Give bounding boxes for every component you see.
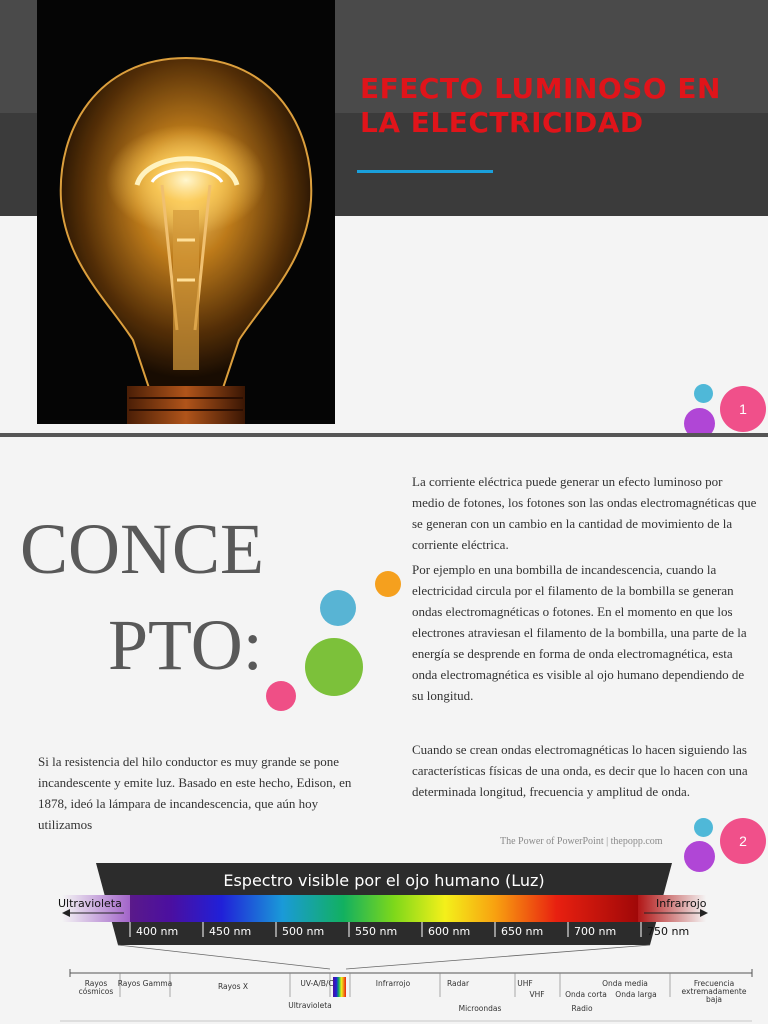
em-band-labels <box>79 973 747 1013</box>
ultraviolet-label: Ultravioleta <box>58 897 122 910</box>
decorative-dot-blue <box>320 590 356 626</box>
spectrum-diagram <box>0 863 768 1024</box>
wavelength-tick-label: 550 nm <box>355 925 398 938</box>
em-band-label: Onda corta <box>565 990 607 999</box>
spectrum-title: Espectro visible por el ojo humano (Luz) <box>223 871 545 890</box>
em-band-label: Microondas <box>458 1004 502 1013</box>
em-band-label: UV-A/B/C <box>300 979 334 988</box>
wavelength-tick-label: 700 nm <box>574 925 617 938</box>
em-band-label: Rayos cósmicos <box>78 979 114 996</box>
infrared-label: Infrarrojo <box>656 897 707 910</box>
page-number-badge <box>720 386 766 432</box>
page-number-2: 2 <box>739 833 747 849</box>
em-band-label: Infrarrojo <box>375 979 411 988</box>
visible-light-marker <box>333 977 346 997</box>
page-number-badge-2 <box>720 818 766 864</box>
decorative-dot-pink <box>266 681 296 711</box>
light-bulb-illustration <box>37 0 335 424</box>
paragraph-definition: La corriente eléctrica puede generar un efecto luminoso por medio de fotones, los fotones son las ondas electromagnéticas que se generan con un cambio en la cantidad de movimiento de la corriente eléctrica. <box>412 474 757 552</box>
em-band-label: Onda larga <box>615 990 657 999</box>
em-band-label: Radar <box>446 979 470 988</box>
decorative-dot-cyan <box>694 384 713 403</box>
title-accent-rule <box>357 170 493 173</box>
em-band-label: VHF <box>529 990 545 999</box>
wavelength-tick-label: 650 nm <box>501 925 544 938</box>
slide-title: EFECTO LUMINOSO EN LA ELECTRICIDAD <box>360 72 721 139</box>
em-band-label: Ultravioleta <box>288 1001 332 1010</box>
footer-credit: The Power of PowerPoint | thepopp.com <box>500 836 663 847</box>
wavelength-tick-label: 400 nm <box>136 925 179 938</box>
decorative-dot-green <box>305 638 363 696</box>
zoom-line-right <box>346 945 650 969</box>
wavelength-tick-label: 750 nm <box>647 925 690 938</box>
light-bulb-photo <box>37 0 335 424</box>
wavelength-tick-label: 450 nm <box>209 925 252 938</box>
zoom-line-left <box>118 945 330 969</box>
wavelength-tick-label: 500 nm <box>282 925 325 938</box>
concept-heading-line2: PTO: <box>108 605 263 685</box>
em-band-label: Frecuencia extremadamente baja <box>681 979 747 1004</box>
decorative-dot-orange <box>375 571 401 597</box>
em-band-label: Rayos Gamma <box>117 979 173 988</box>
concept-heading-line1: CONCE <box>20 509 265 589</box>
decorative-dot-cyan-2 <box>694 818 713 837</box>
page-number: 1 <box>739 401 747 417</box>
paragraph-edison: Si la resistencia del hilo conductor es muy grande se pone incandescente y emite luz. Basado en este hecho, Edison, en 1878, ideó la lámpara de incandescencia, que aún hoy utilizamos <box>38 754 352 832</box>
spectrum-figure <box>0 863 768 1024</box>
slide-1 <box>0 0 768 436</box>
wavelength-tick-label: 600 nm <box>428 925 471 938</box>
paragraph-wave-properties: Cuando se crean ondas electromagnéticas lo hacen siguiendo las características físicas de una onda, es decir que lo hacen con una determinada longitud, frecuencia y amplitud de onda. <box>412 742 748 799</box>
em-band-label: UHF <box>517 979 533 988</box>
em-band-label: Radio <box>571 1004 593 1013</box>
em-band-label: Onda media <box>602 979 648 988</box>
em-band-label: Rayos X <box>217 982 249 991</box>
paragraph-example: Por ejemplo en una bombilla de incandescencia, cuando la electricidad circula por el filamento de la bombilla se generan ondas electromagnéticas o fotones. En el momento en que los electrones atraviesan el filamento de la bombilla, una parte de la energía se desprende en forma de onda electromagnética, esta onda electromagnética es visible al ojo humano dependiendo de su longitud. <box>412 562 747 703</box>
visible-spectrum-band <box>130 895 638 922</box>
